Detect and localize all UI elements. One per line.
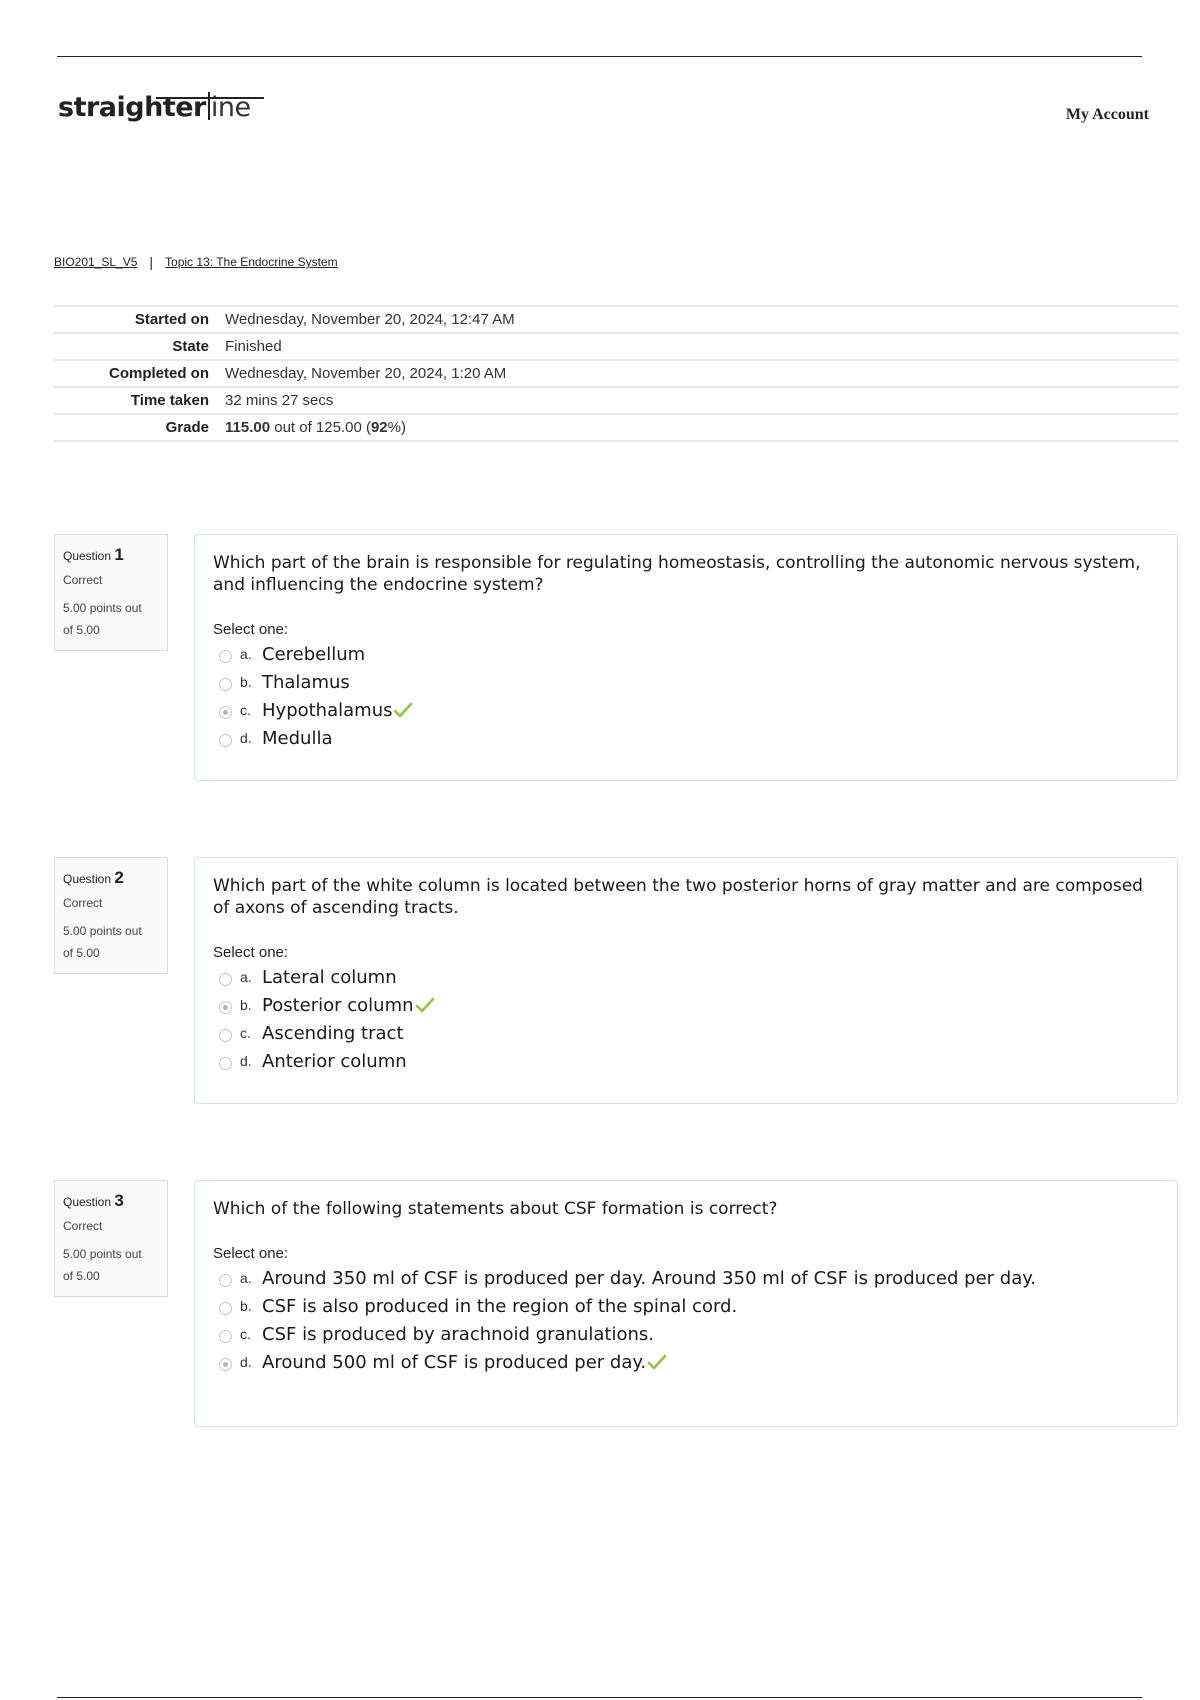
answer-letter: b. xyxy=(240,997,252,1013)
question-number-value: 3 xyxy=(114,1191,124,1210)
grade-percent: 92 xyxy=(370,419,388,436)
answer-letter: a. xyxy=(240,646,252,662)
answer-letter: d. xyxy=(240,730,252,746)
answer-option[interactable] xyxy=(213,1292,1159,1320)
question-content-1 xyxy=(194,534,1178,781)
state-value: Finished xyxy=(225,338,282,355)
breadcrumb-course-link[interactable]: BIO201_SL_V5 xyxy=(54,255,138,269)
answer-text: CSF is produced by arachnoid granulations. xyxy=(262,1323,654,1345)
question-label: Question xyxy=(63,1195,112,1209)
mark-line-1: 5.00 points out xyxy=(63,601,142,615)
question-number xyxy=(63,1191,159,1211)
radio-dot xyxy=(223,1005,228,1010)
answer-text: Thalamus xyxy=(262,671,350,693)
question-mark xyxy=(63,1243,159,1287)
breadcrumb-separator: | xyxy=(149,254,154,270)
question-text: Which part of the brain is responsible for regulating homeostasis, controlling the autonomic nervous system, and influencing the endocrine system? xyxy=(213,553,1141,595)
mark-line-1: 5.00 points out xyxy=(63,924,142,938)
attempt-summary-table xyxy=(54,305,1178,442)
answer-text: Posterior column xyxy=(262,994,414,1016)
mark-line-1: 5.00 points out xyxy=(63,1247,142,1261)
answer-letter: d. xyxy=(240,1354,252,1370)
summary-row-state xyxy=(54,333,1178,360)
answer-list xyxy=(213,640,1159,752)
answer-text: Medulla xyxy=(262,727,333,749)
summary-row-started xyxy=(54,306,1178,333)
answer-option[interactable] xyxy=(213,1320,1159,1348)
completed-label: Completed on xyxy=(109,365,209,382)
answer-option[interactable] xyxy=(213,1264,1159,1292)
logo-bold-text: straighter xyxy=(58,92,206,123)
answer-text: CSF is also produced in the region of the spinal cord. xyxy=(262,1295,738,1317)
time-value: 32 mins 27 secs xyxy=(225,392,334,409)
select-one-prompt: Select one: xyxy=(213,944,289,961)
radio-dot xyxy=(223,710,228,715)
answer-letter: c. xyxy=(240,702,251,718)
grade-value xyxy=(225,414,1178,441)
answer-option-selected[interactable] xyxy=(213,1348,1159,1376)
mark-line-2: of 5.00 xyxy=(63,1269,100,1283)
radio-button[interactable] xyxy=(219,678,232,691)
grade-end: %) xyxy=(387,419,406,436)
answer-letter: d. xyxy=(240,1053,252,1069)
my-account-link[interactable]: My Account xyxy=(1065,106,1149,123)
answer-text: Anterior column xyxy=(262,1050,407,1072)
straighterline-logo[interactable] xyxy=(58,92,251,123)
question-info-1 xyxy=(54,534,168,651)
question-number-value: 2 xyxy=(114,868,124,887)
question-content-3 xyxy=(194,1180,1178,1427)
question-number xyxy=(63,545,159,565)
answer-letter: b. xyxy=(240,674,252,690)
question-state: Correct xyxy=(63,573,103,587)
top-rule xyxy=(57,56,1142,57)
answer-letter: a. xyxy=(240,1270,252,1286)
answer-letter: a. xyxy=(240,969,252,985)
select-one-prompt: Select one: xyxy=(213,1245,289,1262)
answer-option[interactable] xyxy=(213,668,1159,696)
radio-button[interactable] xyxy=(219,1302,232,1315)
state-label: State xyxy=(172,338,209,355)
completed-value: Wednesday, November 20, 2024, 1:20 AM xyxy=(225,365,507,382)
correct-check-icon xyxy=(647,1354,667,1370)
question-state: Correct xyxy=(63,1219,103,1233)
summary-row-grade xyxy=(54,414,1178,441)
question-number xyxy=(63,868,159,888)
mark-line-2: of 5.00 xyxy=(63,623,100,637)
answer-option[interactable] xyxy=(213,963,1159,991)
bottom-rule xyxy=(57,1697,1142,1698)
answer-text: Hypothalamus xyxy=(262,699,393,721)
answer-option[interactable] xyxy=(213,1047,1159,1075)
radio-button-checked[interactable] xyxy=(219,1001,232,1014)
correct-check-icon xyxy=(415,997,435,1013)
answer-option-selected[interactable] xyxy=(213,991,1159,1019)
answer-text: Lateral column xyxy=(262,966,397,988)
answer-option[interactable] xyxy=(213,724,1159,752)
answer-letter: b. xyxy=(240,1298,252,1314)
radio-button-checked[interactable] xyxy=(219,706,232,719)
radio-dot xyxy=(223,1362,228,1367)
question-mark xyxy=(63,920,159,964)
radio-button[interactable] xyxy=(219,1057,232,1070)
answer-text: Cerebellum xyxy=(262,643,366,665)
answer-option-selected[interactable] xyxy=(213,696,1159,724)
radio-button[interactable] xyxy=(219,973,232,986)
question-state: Correct xyxy=(63,896,103,910)
radio-button[interactable] xyxy=(219,650,232,663)
radio-button[interactable] xyxy=(219,734,232,747)
question-label: Question xyxy=(63,872,112,886)
question-number-value: 1 xyxy=(114,545,124,564)
question-text: Which part of the white column is located between the two posterior horns of gray matter and are composed of axons of ascending tracts. xyxy=(213,876,1143,918)
radio-button[interactable] xyxy=(219,1330,232,1343)
started-label: Started on xyxy=(134,311,209,328)
logo-overline xyxy=(156,97,264,99)
summary-row-completed xyxy=(54,360,1178,387)
radio-button-checked[interactable] xyxy=(219,1358,232,1371)
summary-row-time xyxy=(54,387,1178,414)
question-info-3 xyxy=(54,1180,168,1297)
answer-letter: c. xyxy=(240,1025,251,1041)
answer-list xyxy=(213,963,1159,1075)
answer-list xyxy=(213,1264,1159,1376)
question-text: Which of the following statements about CSF formation is correct? xyxy=(213,1199,778,1219)
answer-option[interactable] xyxy=(213,1019,1159,1047)
radio-button[interactable] xyxy=(219,1274,232,1287)
answer-option[interactable] xyxy=(213,640,1159,668)
question-label: Question xyxy=(63,549,112,563)
correct-check-icon xyxy=(393,702,413,718)
select-one-prompt: Select one: xyxy=(213,621,289,638)
answer-text: Around 500 ml of CSF is produced per day. xyxy=(262,1351,647,1373)
mark-line-2: of 5.00 xyxy=(63,946,100,960)
time-label: Time taken xyxy=(130,392,209,409)
question-content-2 xyxy=(194,857,1178,1104)
grade-label: Grade xyxy=(165,419,209,436)
answer-text: Around 350 ml of CSF is produced per day. Around 350 ml of CSF is produced per day. xyxy=(262,1267,1037,1289)
breadcrumb-topic-link[interactable]: Topic 13: The Endocrine System xyxy=(165,255,338,269)
started-value: Wednesday, November 20, 2024, 12:47 AM xyxy=(225,311,515,328)
radio-button[interactable] xyxy=(219,1029,232,1042)
grade-out-of: out of 125.00 ( xyxy=(270,419,371,436)
question-info-2 xyxy=(54,857,168,974)
question-mark xyxy=(63,597,159,641)
answer-text: Ascending tract xyxy=(262,1022,404,1044)
breadcrumb xyxy=(54,254,338,270)
answer-letter: c. xyxy=(240,1326,251,1342)
logo-thin-text: ine xyxy=(210,92,251,123)
grade-score: 115.00 xyxy=(225,419,271,436)
